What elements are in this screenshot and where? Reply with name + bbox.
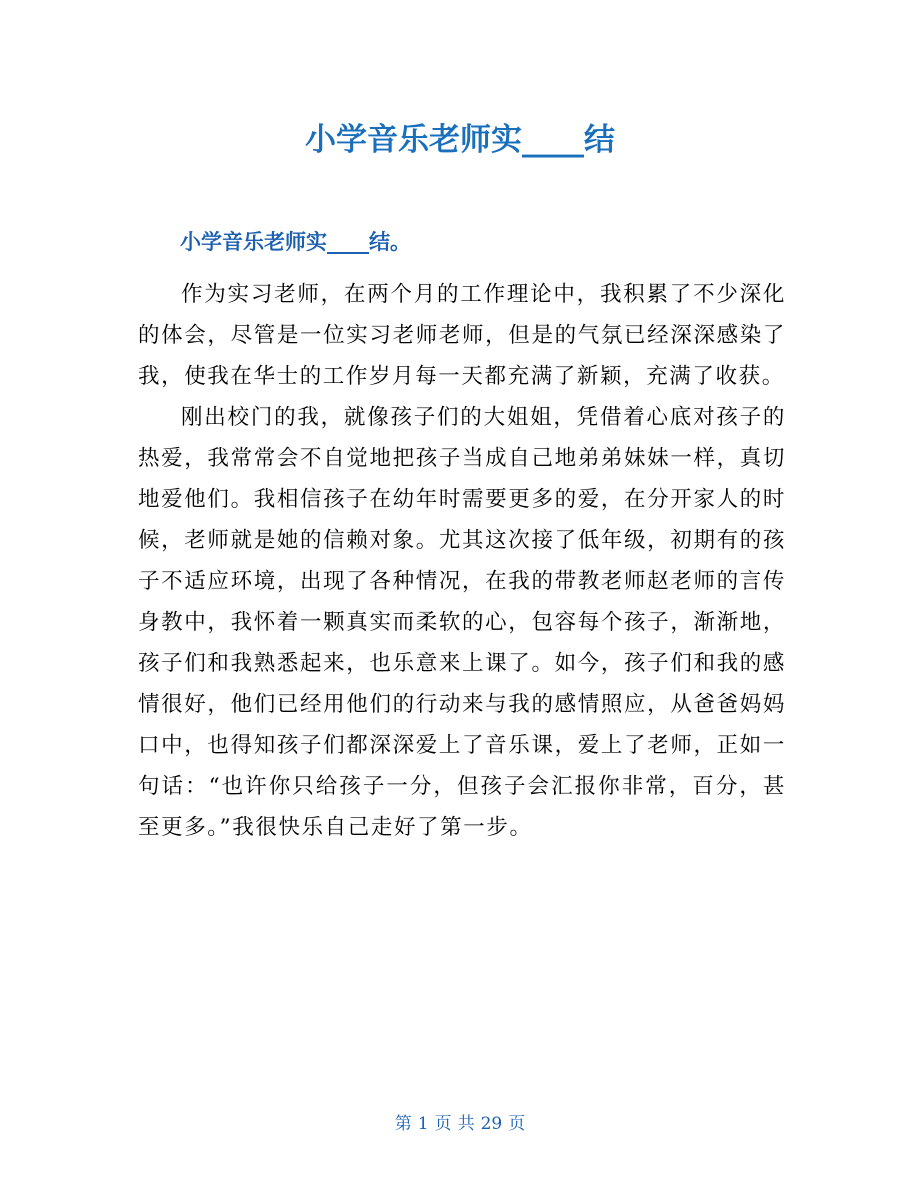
footer-label-unit: 页 — [434, 1114, 452, 1134]
paragraph-1: 作为实习老师，在两个月的工作理论中，我积累了不少深化的体会，尽管是一位实习老师老师，但是的气氛已经深深感染了我，使我在华士的工作岁月每一天都充满了新颖，充满了收获。 — [138, 282, 786, 389]
footer-label-unit-end: 页 — [508, 1114, 526, 1134]
footer-label-total: 共 — [457, 1114, 475, 1134]
footer-label-page: 第 — [394, 1114, 412, 1134]
footer-total-pages: 29 — [480, 1114, 503, 1134]
page-footer — [0, 1112, 920, 1136]
document-subtitle: 小学音乐老师实____结。 — [180, 230, 411, 254]
document-body — [138, 274, 786, 848]
document-title: 小学音乐老师实____结 — [305, 122, 615, 158]
footer-current-page: 1 — [417, 1114, 429, 1134]
paragraph-2: 刚出校门的我，就像孩子们的大姐姐，凭借着心底对孩子的热爱，我常常会不自觉地把孩子当成自己地弟弟妹妹一样，真切地爱他们。我相信孩子在幼年时需要更多的爱，在分开家人的时候，老师就是她的信赖对象。尤其这次接了低年级，初期有的孩子不适应环境，出现了各种情况，在我的带教老师赵老师的言传身教中，我怀着一颗真实而柔软的心，包容每个孩子，渐渐地，孩子们和我熟悉起来，也乐意来上课了。如今，孩子们和我的感情很好，他们已经用他们的行动来与我的感情照应，从爸爸妈妈口中，也得知孩子们都深深爱上了音乐课，爱上了老师，正如一句话：“也许你只给孩子一分，但孩子会汇报你非常，百分，甚至更多。”我很快乐自己走好了第一步。 — [138, 405, 786, 840]
